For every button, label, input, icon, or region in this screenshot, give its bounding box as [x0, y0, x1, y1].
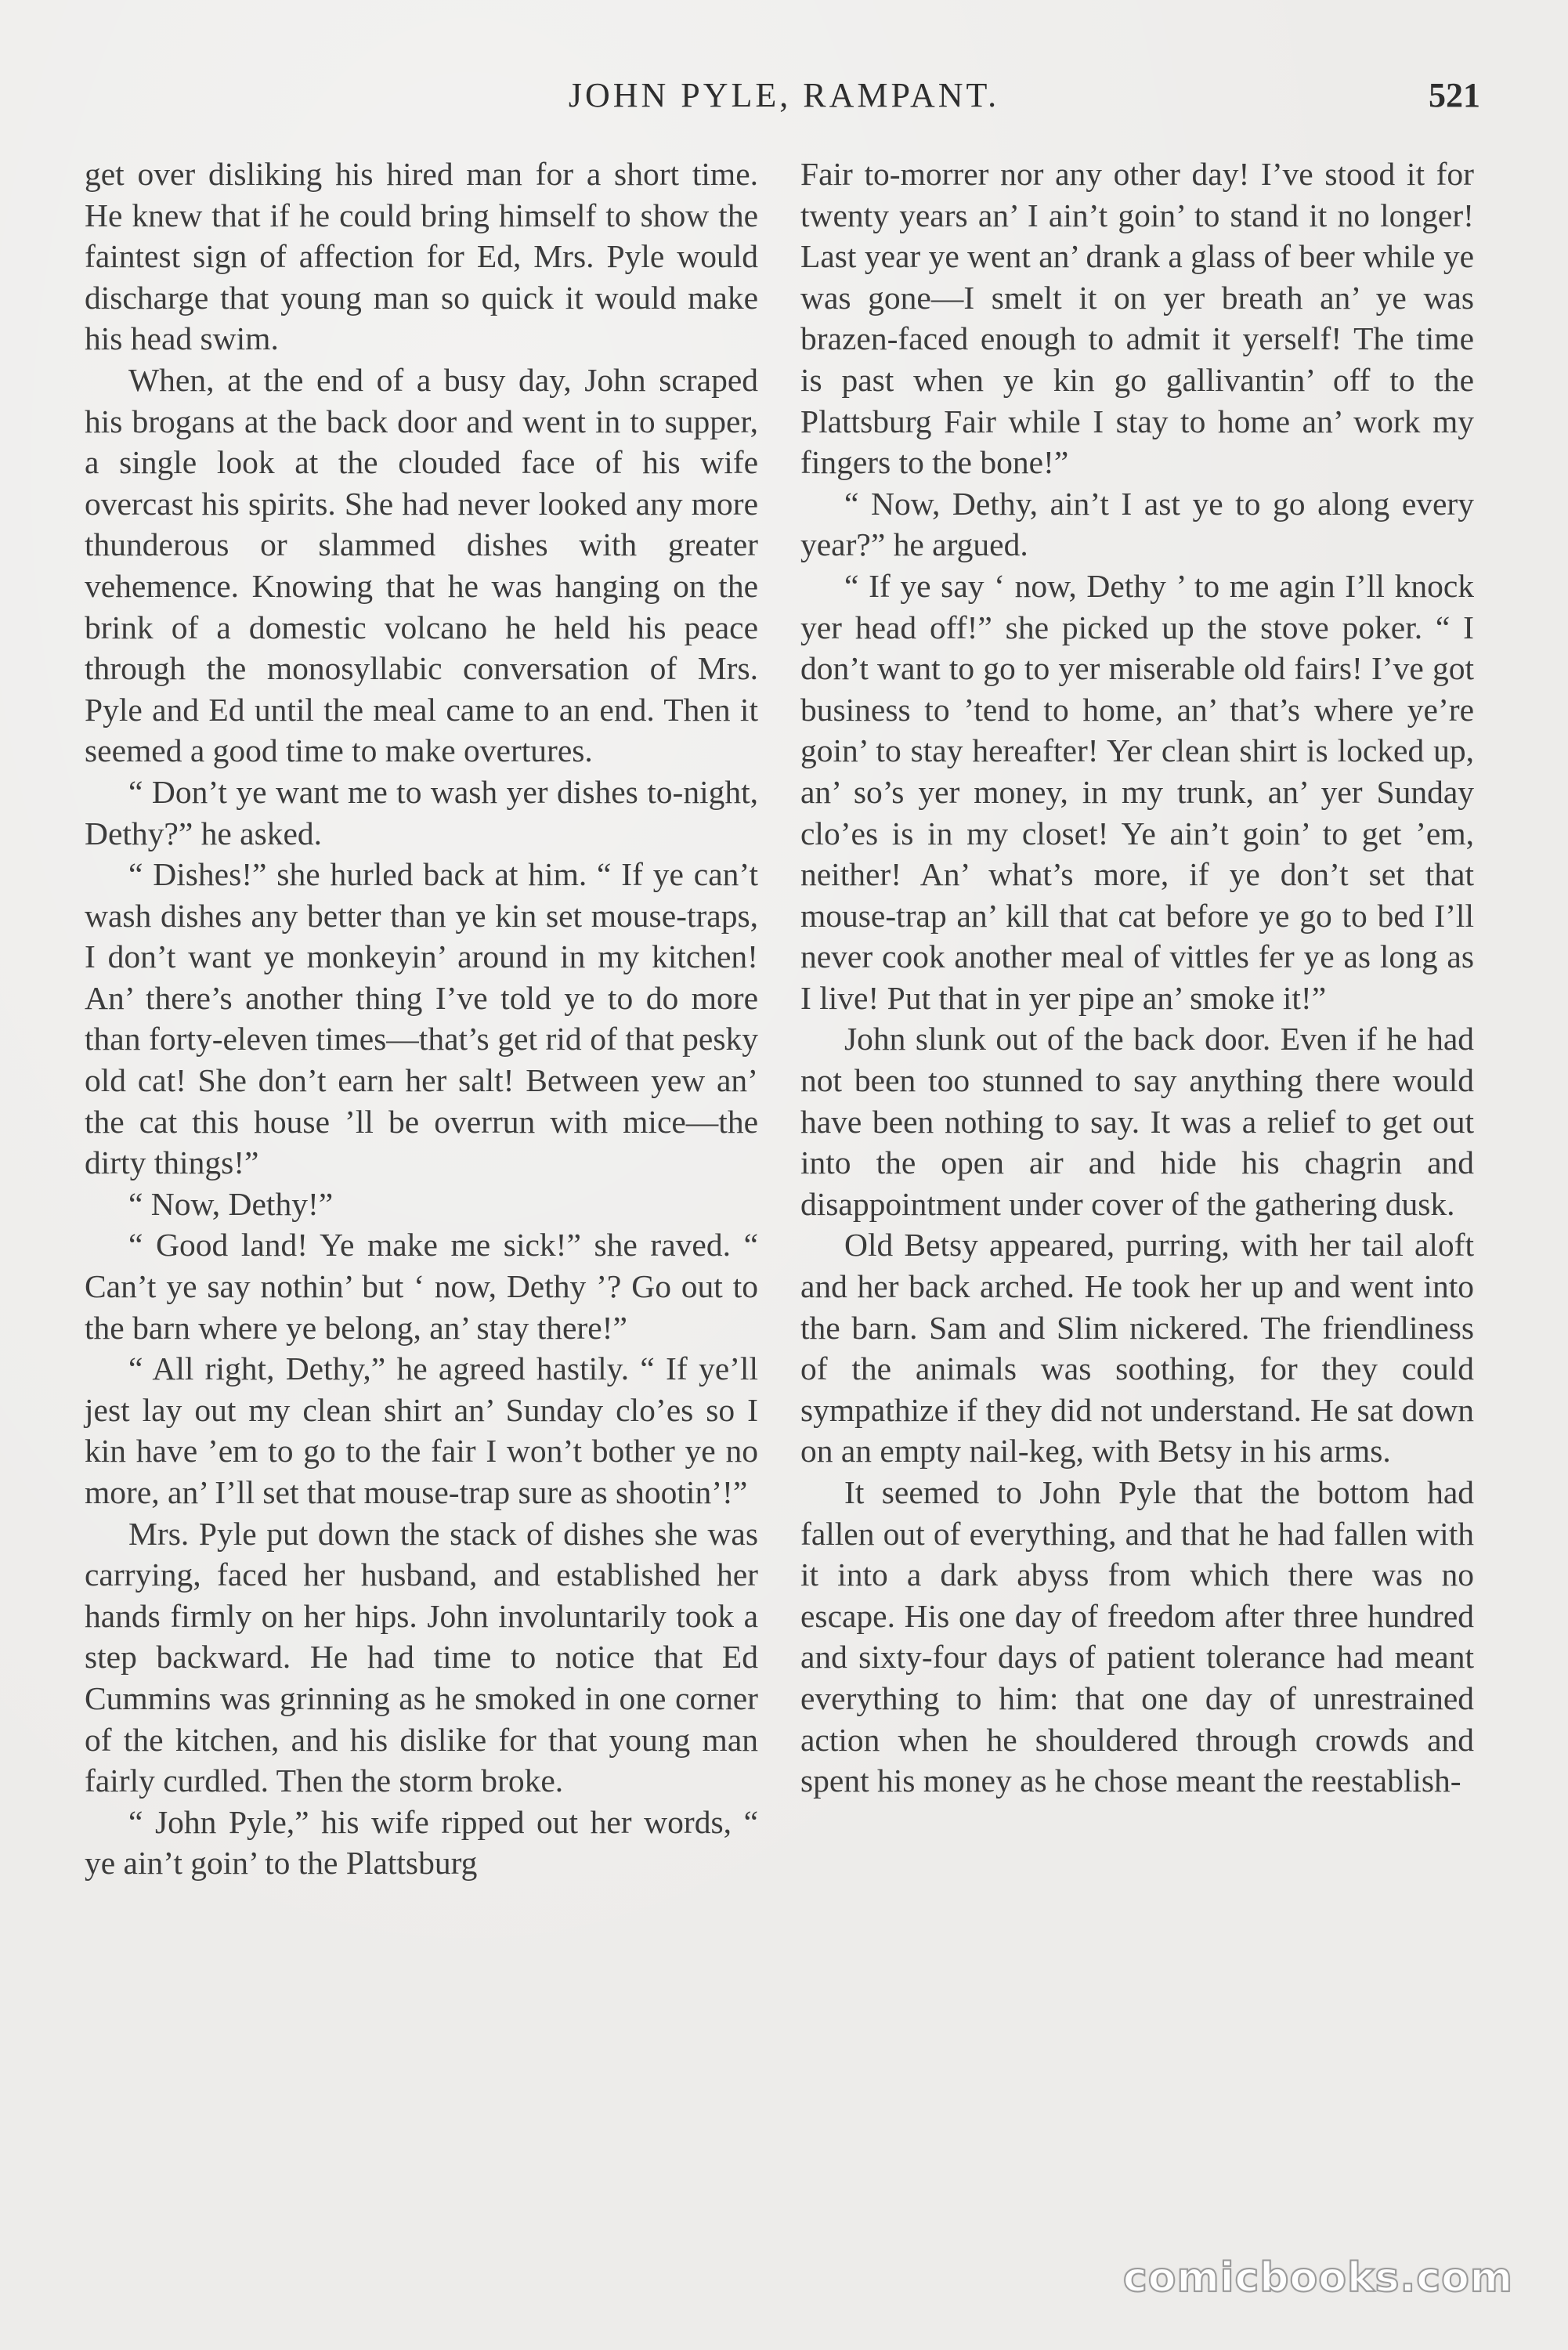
paragraph: “ Good land! Ye make me sick!” she raved. “ Can’t ye say nothin’ but ‘ now, Dethy ’? Go out to the barn where ye belong, an’ stay there!” — [85, 1227, 758, 1346]
paragraph: get over disliking his hired man for a short time. He knew that if he could bring himself to show the faintest sign of affection for Ed, Mrs. Pyle would discharge that young man so quick it would make his head swim. — [85, 156, 758, 357]
paragraph: Mrs. Pyle put down the stack of dishes she was carrying, faced her husband, and established her hands firmly on her hips. John involuntarily took a step backward. He had time to notice that Ed Cummins was grinning as he smoked in one corner of the kitchen, and his dislike for that young man fairly curdled. Then the storm broke. — [85, 1515, 758, 1799]
page-number: 521 — [1429, 76, 1480, 114]
right-column — [800, 154, 1474, 1802]
paragraph: It seemed to John Pyle that the bottom had fallen out of everything, and that he had fallen with it into a dark abyss from which there was no escape. His one day of freedom after three hundred and sixty-four days of patient tolerance had meant everything to him: that one day of unrestrained action when he shouldered through crowds and spent his money as he chose meant the reestablish- — [800, 1474, 1474, 1799]
paragraph: “ Dishes!” she hurled back at him. “ If ye can’t wash dishes any better than ye kin set mouse-traps, I don’t want ye monkeyin’ around in my kitchen! An’ there’s another thing I’ve told ye to do more than forty-eleven times—that’s get rid of that pesky old cat! She don’t earn her salt! Between yew an’ the cat this house ’ll be overrun with mice—the dirty things!” — [85, 856, 758, 1181]
paragraph: Old Betsy appeared, purring, with her tail aloft and her back arched. He took her up and went into the barn. Sam and Slim nickered. The friendliness of the animals was soothing, for they could sympathize if they did not understand. He sat down on an empty nail-keg, with Betsy in his arms. — [800, 1227, 1474, 1470]
paragraph: “ All right, Dethy,” he agreed hastily. “ If ye’ll jest lay out my clean shirt an’ Sunday clo’es so I kin have ’em to go to the fair I won’t bother ye no more, an’ I’ll set that mouse-trap sure as shootin’!” — [85, 1350, 758, 1510]
running-title: JOHN PYLE, RAMPANT. — [568, 76, 1000, 114]
paragraph: “ Now, Dethy!” — [128, 1185, 334, 1222]
paragraph: “ Don’t ye want me to wash yer dishes to-night, Dethy?” he asked. — [85, 773, 758, 851]
paragraph: When, at the end of a busy day, John scraped his brogans at the back door and went in to supper, a single look at the clouded face of his wife overcast his spirits. She had never looked any more thunderous or slammed dishes with greater vehemence. Knowing that he was hanging on the brink of a domestic volcano he held his peace through the monosyllabic conversation of Mrs. Pyle and Ed until the meal came to an end. Then it seemed a good time to make overtures. — [85, 361, 758, 769]
left-column — [85, 154, 758, 1884]
running-head — [0, 75, 1568, 130]
paragraph: “ Now, Dethy, ain’t I ast ye to go along every year?” he argued. — [800, 485, 1474, 563]
paragraph: “ John Pyle,” his wife ripped out her words, “ ye ain’t goin’ to the Plattsburg — [85, 1803, 758, 1882]
watermark: comicbooks.com — [1122, 2254, 1513, 2301]
paragraph: Fair to-morrer nor any other day! I’ve stood it for twenty years an’ I ain’t goin’ to stand it no longer! Last year ye went an’ drank a glass of beer while ye was gone—I smelt it on yer breath an’ ye was brazen-faced enough to admit it yerself! The time is past when ye kin go gallivantin’ off to the Plattsburg Fair while I stay to home an’ work my fingers to the bone!” — [800, 156, 1474, 481]
paragraph: “ If ye say ‘ now, Dethy ’ to me agin I’ll knock yer head off!” she picked up the stove poker. “ I don’t want to go to yer miserable old fairs! I’ve got business to ’tend to home, an’ that’s where ye’re goin’ to stay hereafter! Yer clean shirt is locked up, an’ so’s yer money, in my trunk, an’ yer Sunday clo’es is in my closet! Ye ain’t goin’ to get ’em, neither! An’ what’s more, if ye don’t set that mouse-trap an’ kill that cat before ye go to bed I’ll never cook another meal of vittles fer ye as long as I live! Put that in yer pipe an’ smoke it!” — [800, 567, 1474, 1016]
paragraph: John slunk out of the back door. Even if he had not been too stunned to say anything there would have been nothing to say. It was a relief to get out into the open air and hide his chagrin and disappointment under cover of the gathering dusk. — [800, 1021, 1474, 1222]
